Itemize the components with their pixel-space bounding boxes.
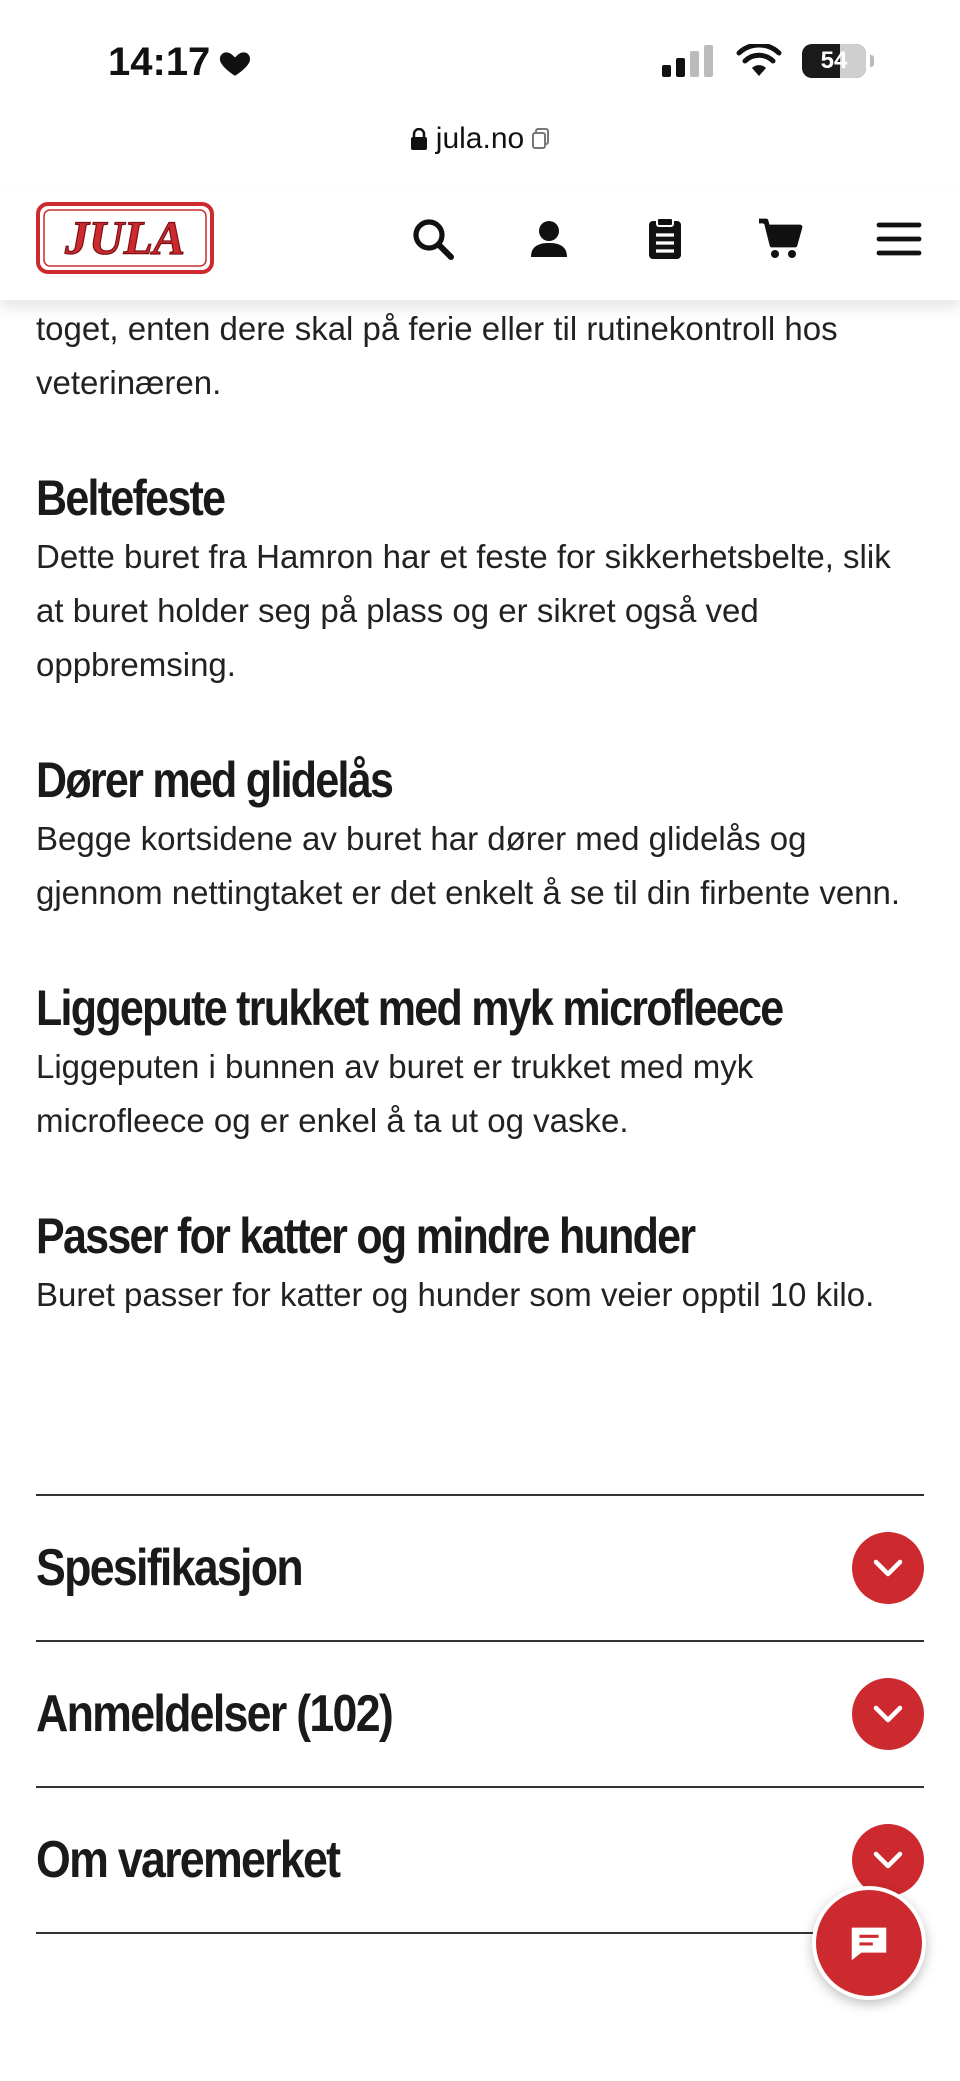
search-button[interactable] (406, 212, 460, 266)
url-bar[interactable] (0, 122, 960, 156)
search-icon (409, 215, 457, 263)
accordion-title[interactable]: Anmeldelser (102) (36, 1685, 393, 1743)
lock-icon (410, 128, 428, 150)
heart-icon (218, 46, 252, 80)
cart-button[interactable] (754, 212, 808, 266)
feature-heading: Dører med glidelås (36, 752, 393, 808)
accordion-title[interactable]: Om varemerket (36, 1831, 340, 1889)
url-text[interactable]: jula.no (435, 122, 525, 155)
logo-text: JULA (65, 212, 185, 265)
product-accordion (36, 1494, 924, 1934)
site-header (0, 188, 960, 300)
feature-heading: Passer for katter og mindre hunder (36, 1208, 695, 1264)
account-button[interactable] (522, 212, 576, 266)
copy-icon[interactable] (532, 128, 550, 150)
feature-text: Liggeputen i bunnen av buret er trukket med myk microfleece og er enkel å ta ut og vaske. (36, 1048, 754, 1139)
battery-level: 54 (820, 47, 848, 74)
feature-section (36, 1206, 924, 1322)
status-icons (662, 44, 874, 78)
feature-heading: Liggepute trukket med myk microfleece (36, 980, 783, 1036)
feature-section (36, 750, 924, 920)
wifi-icon (736, 44, 782, 78)
account-icon (525, 215, 573, 263)
battery-tip (870, 55, 874, 67)
accordion-item-reviews[interactable] (36, 1640, 924, 1786)
intro-text: toget, enten dere skal på ferie eller til rutinekontroll hos veterinæren. (36, 310, 838, 401)
product-description (36, 300, 924, 1322)
accordion-title[interactable]: Spesifikasjon (36, 1539, 302, 1597)
expand-button[interactable] (852, 1678, 924, 1750)
feature-text: Dette buret fra Hamron har et feste for sikkerhetsbelte, slik at buret holder seg på plass og er sikret også ved oppbremsing. (36, 538, 891, 683)
accordion-item-specification[interactable] (36, 1494, 924, 1640)
jula-logo[interactable] (36, 202, 214, 274)
status-time-label: 14:17 (108, 40, 211, 84)
status-time (108, 40, 252, 85)
chat-icon (846, 1920, 892, 1966)
chat-button[interactable] (812, 1886, 926, 2000)
expand-button[interactable] (852, 1824, 924, 1896)
menu-icon (875, 215, 923, 263)
battery-icon (802, 44, 866, 78)
feature-text: Buret passer for katter og hunder som veier opptil 10 kilo. (36, 1276, 875, 1313)
clipboard-icon (641, 215, 689, 263)
status-bar (0, 0, 960, 120)
accordion-item-brand[interactable] (36, 1786, 924, 1934)
feature-section (36, 468, 924, 692)
cart-icon (757, 215, 805, 263)
menu-button[interactable] (872, 212, 926, 266)
feature-heading: Beltefeste (36, 470, 225, 526)
feature-section (36, 978, 924, 1148)
chevron-down-icon (870, 1696, 906, 1732)
signal-icon (662, 45, 716, 77)
chevron-down-icon (870, 1550, 906, 1586)
expand-button[interactable] (852, 1532, 924, 1604)
feature-text: Begge kortsidene av buret har dører med glidelås og gjennom nettingtaket er det enkelt å se til din firbente venn. (36, 820, 901, 911)
chevron-down-icon (870, 1842, 906, 1878)
shopping-list-button[interactable] (638, 212, 692, 266)
